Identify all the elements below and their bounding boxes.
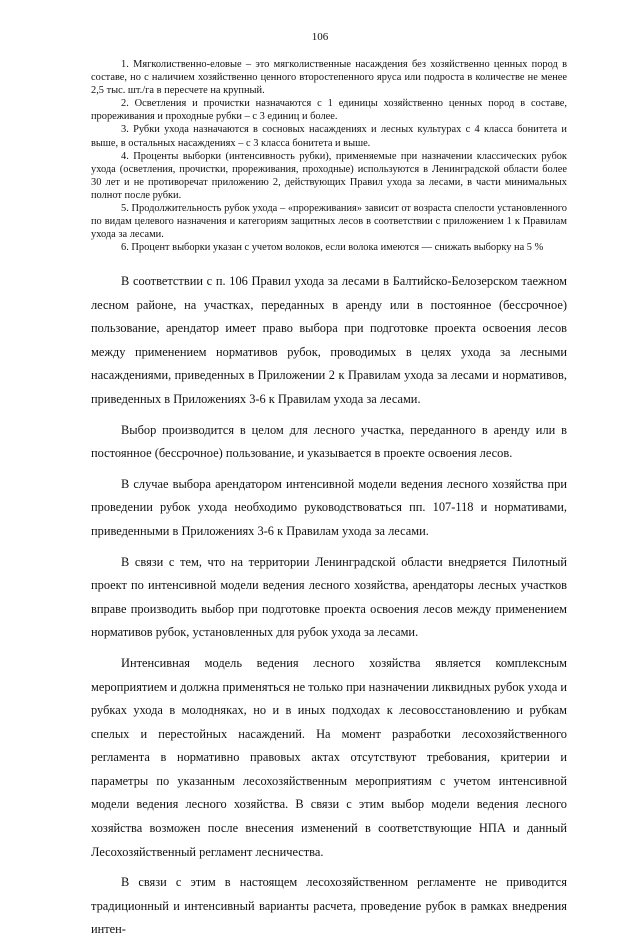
footnote-3: 3. Рубки ухода назначаются в сосновых насаждениях и лесных культурах с 4 класса бонитета и выше, в остальных насаждениях – с 3 класса бонитета и выше. xyxy=(91,124,567,149)
footnote-1: 1. Мягколиственно-еловые – это мягколиственные насаждения без хозяйственно ценных пород в составе, но с наличием хозяйственно ценного второстепенного яруса или подроста в количестве не менее 2,5 тыс. шт./га в пересчете на крупный. xyxy=(91,59,567,97)
paragraph-1: В соответствии с п. 106 Правил ухода за лесами в Балтийско-Белозерском таежном лесном районе, на участках, переданных в аренду или в постоянное (бессрочное) пользование, арендатор имеет право выбора при подготовке проекта освоения лесов между применением нормативов рубок, проводимых в целях ухода за лесными насаждениями, приведенных в Приложении 2 к Правилам ухода за лесами и нормативов, приведенных в Приложениях 3-6 к Правилам ухода за лесами. xyxy=(91,274,567,406)
footnote-2: 2. Осветления и прочистки назначаются с 1 единицы хозяйственно ценных пород в составе, прореживания и проходные рубки – с 3 единиц и более. xyxy=(91,98,567,123)
footnote-5: 5. Продолжительность рубок ухода – «прореживания» зависит от возраста спелости установленного по видам целевого назначения и категориям защитных лесов в соответствии с приложением 1 к Правилам ухода за лесами. xyxy=(91,203,567,241)
footnote-4: 4. Проценты выборки (интенсивность рубки), применяемые при назначении классических рубок ухода (осветления, прочистки, прореживания, проходные) используются в Ленинградской области более 30 лет и не противоречат приложению 2, действующих Правил ухода за лесами, в части минимальных полнот после рубки. xyxy=(91,150,567,201)
paragraph-6: В связи с этим в настоящем лесохозяйственном регламенте не приводится традиционный и интенсивный варианты расчета, проведение рубок в рамках внедрения интен- xyxy=(91,875,567,937)
paragraph-4: В связи с тем, что на территории Ленинградской области внедряется Пилотный проект по интенсивной модели ведения лесного хозяйства, арендаторы лесных участков вправе производить выбор при подготовке проекта освоения лесов между применением нормативов рубок, установленных для рубок ухода за лесами. xyxy=(91,554,567,640)
paragraph-5: Интенсивная модель ведения лесного хозяйства является комплексным мероприятием и должна применяться не только при назначении ликвидных рубок ухода и рубках ухода в молодняках, но и в иных подходах к лесовосстановлению и рубкам спелых и перестойных насаждений. На момент разработки лесохозяйственного регламента в нормативно правовых актах отсутствуют требования, критерии и параметры по указанным лесохозяйственным мероприятиям с учетом интенсивной модели ведения лесного хозяйства. В связи с этим выбор модели ведения лесного хозяйства возможен после внесения изменений в соответствующие НПА и данный Лесохозяйственный регламент лесничества. xyxy=(91,655,567,859)
paragraph-2: Выбор производится в целом для лесного участка, переданного в аренду или в постоянное (бессрочное) пользование, и указывается в проекте освоения лесов. xyxy=(91,422,567,461)
body-text xyxy=(91,270,567,949)
table-footnotes xyxy=(91,58,567,254)
page-number: 106 xyxy=(311,31,329,43)
paragraph-3: В случае выбора арендатором интенсивной модели ведения лесного хозяйства при проведении рубок ухода необходимо руководствоваться пп. 107-118 и нормативами, приведенными в Приложениях 3-6 к Правилам ухода за лесами. xyxy=(91,476,567,538)
footnote-6: 6. Процент выборки указан с учетом волоков, если волока имеются — снижать выборку на 5 % xyxy=(121,242,544,254)
